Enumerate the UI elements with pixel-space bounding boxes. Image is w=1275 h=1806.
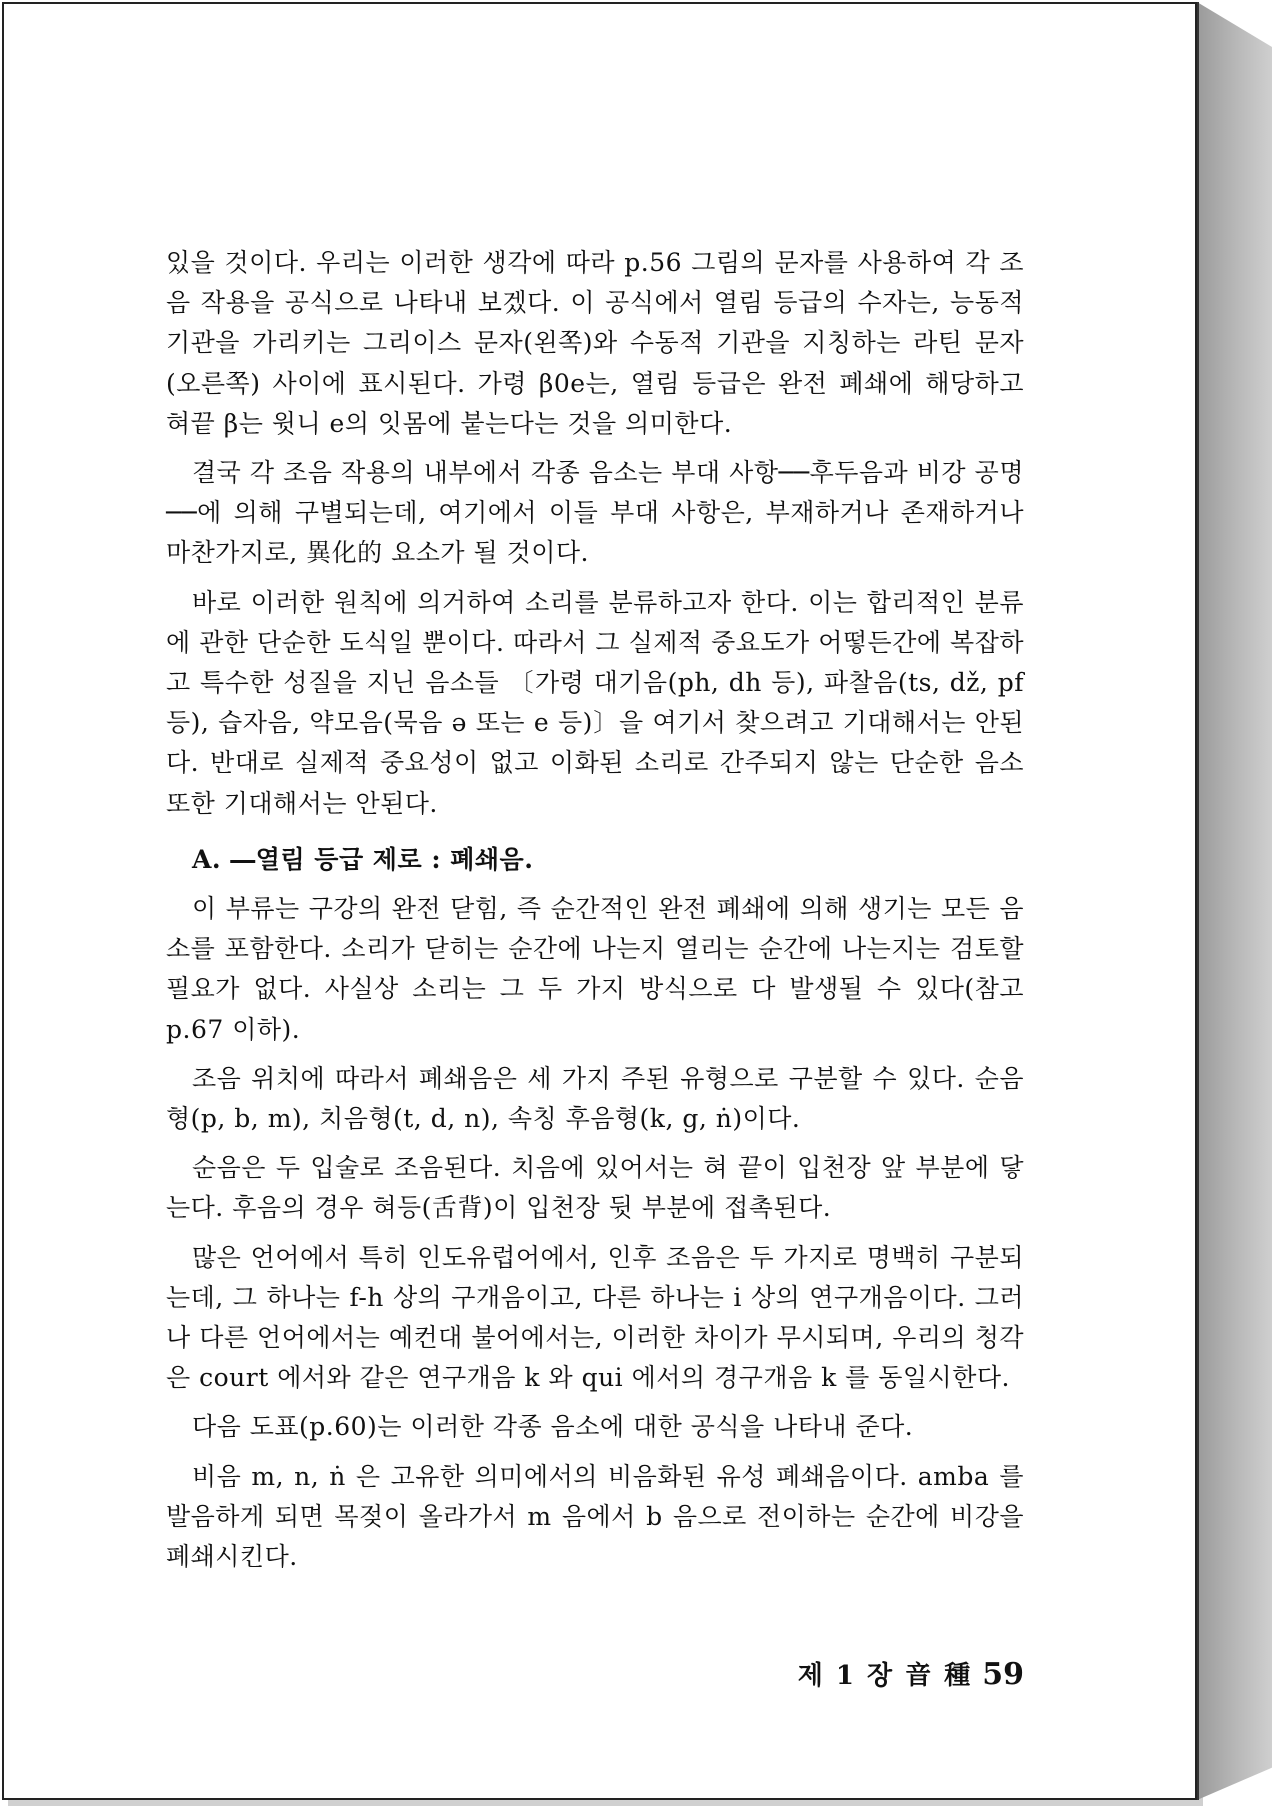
paragraph-7: 많은 언어에서 특히 인도유럽어에서, 인후 조음은 두 가지로 명백히 구분되는데, 그 하나는 f-h 상의 구개음이고, 다른 하나는 i 상의 연구개음이다. 그러나 다른 언어에서는 예컨대 불어에서는, 이러한 차이가 무시되며, 우리의 청각은 court 에서와 같은 연구개음 k 와 qui 에서의 경구개음 k 를 동일시한다. bbox=[166, 1242, 1024, 1393]
section-heading: A. ―열림 등급 제로 : 폐쇄음. bbox=[192, 844, 534, 874]
page-number: 59 bbox=[982, 1657, 1024, 1692]
body-text bbox=[166, 243, 1024, 1577]
paragraph-1: 있을 것이다. 우리는 이러한 생각에 따라 p.56 그림의 문자를 사용하여 각 조음 작용을 공식으로 나타내 보겠다. 이 공식에서 열림 등급의 수자는, 능동적 기관을 가리키는 그리이스 문자(왼쪽)와 수동적 기관을 지칭하는 라틴 문자(오른쪽) 사이에 표시된다. 가령 β0e는, 열림 등급은 완전 폐쇄에 해당하고 혀끝 β는 윗니 e의 잇몸에 붙는다는 것을 의미한다. bbox=[166, 248, 1024, 438]
paragraph-8: 다음 도표(p.60)는 이러한 각종 음소에 대한 공식을 나타내 준다. bbox=[192, 1412, 914, 1442]
page-stack-edge bbox=[1197, 2, 1272, 1800]
paragraph-9: 비음 m, n, ṅ 은 고유한 의미에서의 비음화된 유성 폐쇄음이다. amba 를 발음하게 되면 목젖이 올라가서 m 음에서 b 음으로 전이하는 순간에 비강을 폐쇄시킨다. bbox=[166, 1461, 1024, 1572]
paragraph-6: 순음은 두 입술로 조음된다. 치음에 있어서는 혀 끝이 입천장 앞 부분에 닿는다. 후음의 경우 혀등(舌背)이 입천장 뒷 부분에 접촉된다. bbox=[166, 1153, 1024, 1223]
paragraph-5: 조음 위치에 따라서 폐쇄음은 세 가지 주된 유형으로 구분할 수 있다. 순음형(p, b, m), 치음형(t, d, n), 속칭 후음형(k, g, ṅ)이다. bbox=[166, 1063, 1024, 1134]
paragraph-4: 이 부류는 구강의 완전 닫힘, 즉 순간적인 완전 폐쇄에 의해 생기는 모든 음소를 포함한다. 소리가 닫히는 순간에 나는지 열리는 순간에 나는지는 검토할 필요가 없다. 사실상 소리는 그 두 가지 방식으로 다 발생될 수 있다(참고 p.67 이하). bbox=[166, 894, 1024, 1044]
chapter-title: 제 1 장 音 種 bbox=[797, 1661, 973, 1691]
paragraph-3: 바로 이러한 원칙에 의거하여 소리를 분류하고자 한다. 이는 합리적인 분류에 관한 단순한 도식일 뿐이다. 따라서 그 실제적 중요도가 어떻든간에 복잡하고 특수한 성질을 지닌 음소들 〔가령 대기음(ph, dh 등), 파찰음(ts, dž, pf 등), 습자음, 약모음(묵음 ə 또는 e 등)〕을 여기서 찾으려고 기대해서는 안된다. 반대로 실제적 중요성이 없고 이화된 소리로 간주되지 않는 단순한 음소 또한 기대해서는 안된다. bbox=[166, 587, 1024, 818]
paragraph-2: 결국 각 조음 작용의 내부에서 각종 음소는 부대 사항──후두음과 비강 공명──에 의해 구별되는데, 여기에서 이들 부대 사항은, 부재하거나 존재하거나 마찬가지로, 異化的 요소가 될 것이다. bbox=[166, 458, 1024, 568]
page-edge-line bbox=[1197, 2, 1199, 1800]
running-footer bbox=[790, 1655, 1024, 1692]
